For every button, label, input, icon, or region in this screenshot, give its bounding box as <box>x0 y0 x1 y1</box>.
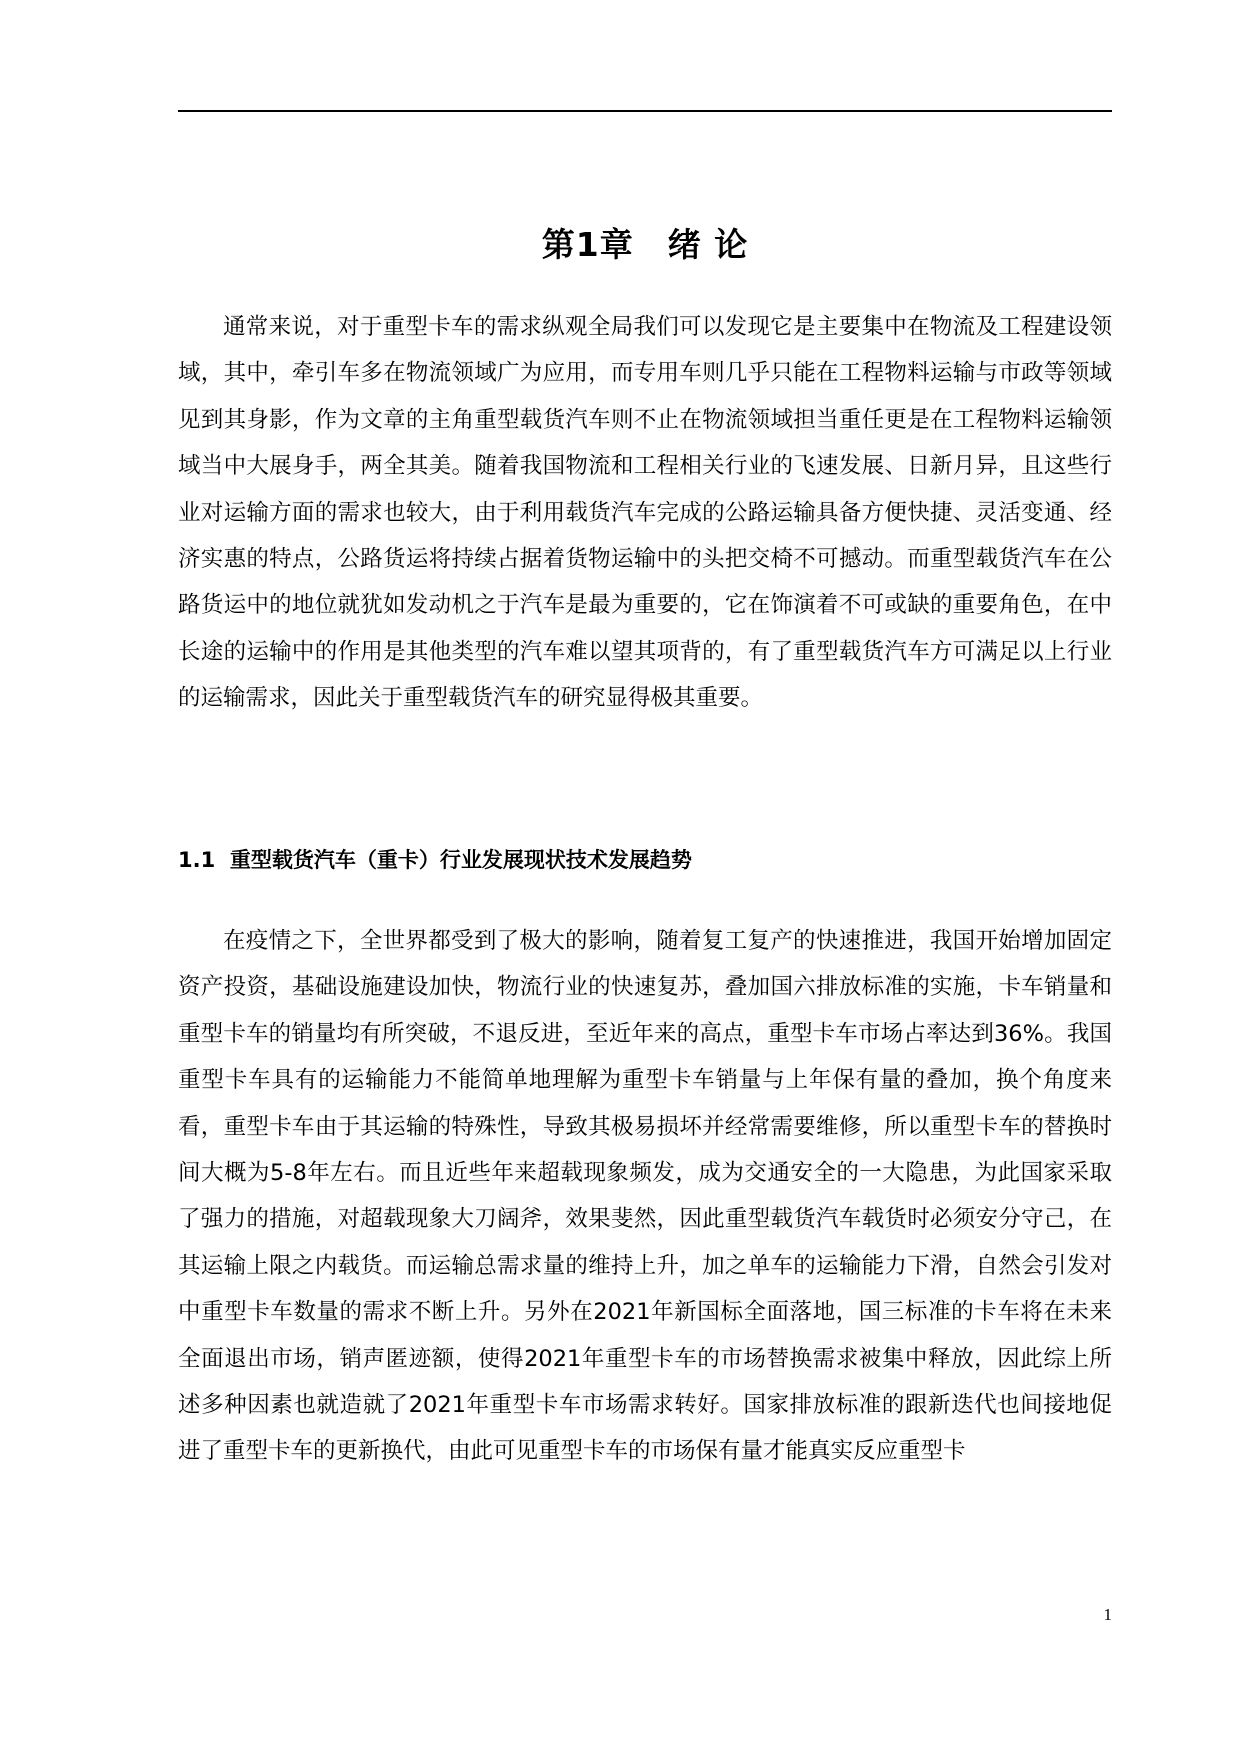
chapter-title: 第1章 绪 论 <box>541 225 749 264</box>
intro-paragraph: 通常来说，对于重型卡车的需求纵观全局我们可以发现它是主要集中在物流及工程建设领域，其中，牵引车多在物流领域广为应用，而专用车则几乎只能在工程物料运输与市政等领域见到其身影，作为文章的主角重型载货汽车则不止在物流领域担当重任更是在工程物料运输领域当中大展身手，两全其美。随着我国物流和工程相关行业的飞速发展、日新月异，且这些行业对运输方面的需求也较大，由于利用载货汽车完成的公路运输具备方便快捷、灵活变通、经济实惠的特点，公路货运将持续占据着货物运输中的头把交椅不可撼动。而重型载货汽车在公路货运中的地位就犹如发动机之于汽车是最为重要的，它在饰演着不可或缺的重要角色，在中长途的运输中的作用是其他类型的汽车难以望其项背的，有了重型载货汽车方可满足以上行业的运输需求，因此关于重型载货汽车的研究显得极其重要。 <box>178 314 1112 712</box>
section-heading: 1.1 重型载货汽车（重卡）行业发展现状技术发展趋势 <box>178 848 692 872</box>
page-number: 1 <box>1103 1605 1112 1624</box>
section-paragraph: 在疫情之下，全世界都受到了极大的影响，随着复工复产的快速推进，我国开始增加固定资产投资，基础设施建设加快，物流行业的快速复苏，叠加国六排放标准的实施，卡车销量和重型卡车的销量均有所突破，不退反进，至近年来的高点，重型卡车市场占率达到36%。我国重型卡车具有的运输能力不能简单地理解为重型卡车销量与上年保有量的叠加，换个角度来看，重型卡车由于其运输的特殊性，导致其极易损坏并经常需要维修，所以重型卡车的替换时间大概为5-8年左右。而且近些年来超载现象频发，成为交通安全的一大隐患，为此国家采取了强力的措施，对超载现象大刀阔斧，效果斐然，因此重型载货汽车载货时必须安分守己，在其运输上限之内载货。而运输总需求量的维持上升，加之单车的运输能力下滑，自然会引发对中重型卡车数量的需求不断上升。另外在2021年新国标全面落地，国三标准的卡车将在未来全面退出市场，销声匿迹额，使得2021年重型卡车的市场替换需求被集中释放，因此综上所述多种因素也就造就了2021年重型卡车市场需求转好。国家排放标准的跟新迭代也间接地促进了重型卡车的更新换代，由此可见重型卡车的市场保有量才能真实反应重型卡 <box>178 928 1112 1465</box>
header-rule <box>178 110 1112 112</box>
